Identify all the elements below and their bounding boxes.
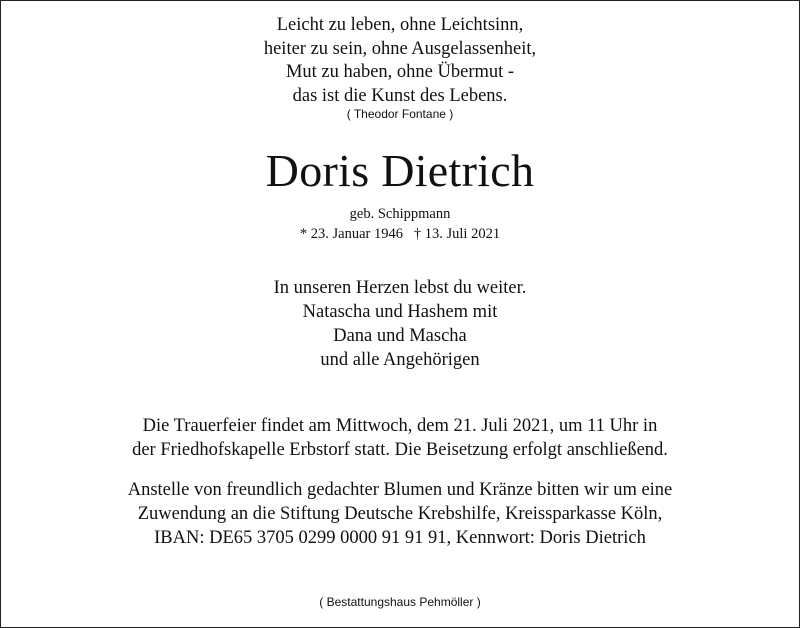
deceased-name: Doris Dietrich [265, 145, 535, 196]
mourner-line: Natascha und Hashem mit [302, 302, 498, 322]
mourner-line: und alle Angehörigen [320, 350, 480, 370]
poem-line: heiter zu sein, ohne Ausgelassenheit, [263, 38, 537, 59]
poem [0, 14, 800, 108]
mourner-line: Dana und Mascha [333, 326, 467, 346]
ceremony-line: der Friedhofskapelle Erbstorf statt. Die Beisetzung erfolgt anschließend. [132, 440, 668, 460]
mourner-line: In unseren Herzen lebst du weiter. [273, 278, 527, 298]
birth-date: * 23. Januar 1946 [299, 226, 403, 242]
poem-line: Mut zu haben, ohne Übermut - [285, 62, 515, 82]
donation-line: Zuwendung an die Stiftung Deutsche Krebshilfe, Kreissparkasse Köln, [137, 504, 663, 524]
donation-line: Anstelle von freundlich gedachter Blumen und Kränze bitten wir um eine [127, 480, 673, 500]
ceremony-line: Die Trauerfeier findet am Mittwoch, dem 21. Juli 2021, um 11 Uhr in [142, 416, 658, 436]
poem-line: das ist die Kunst des Lebens. [292, 85, 508, 106]
death-date: † 13. Juli 2021 [413, 226, 501, 242]
donation-line: IBAN: DE65 3705 0299 0000 91 91 91, Kennwort: Doris Dietrich [154, 528, 646, 548]
ceremony-info [0, 414, 800, 462]
life-dates [0, 226, 800, 243]
funeral-home: ( Bestattungshaus Pehmöller ) [319, 595, 481, 609]
donation-info [0, 478, 800, 550]
poem-line: Leicht zu leben, ohne Leichtsinn, [276, 15, 524, 35]
birth-name: geb. Schippmann [349, 206, 451, 222]
mourners [0, 276, 800, 372]
poem-attribution: ( Theodor Fontane ) [346, 107, 454, 121]
